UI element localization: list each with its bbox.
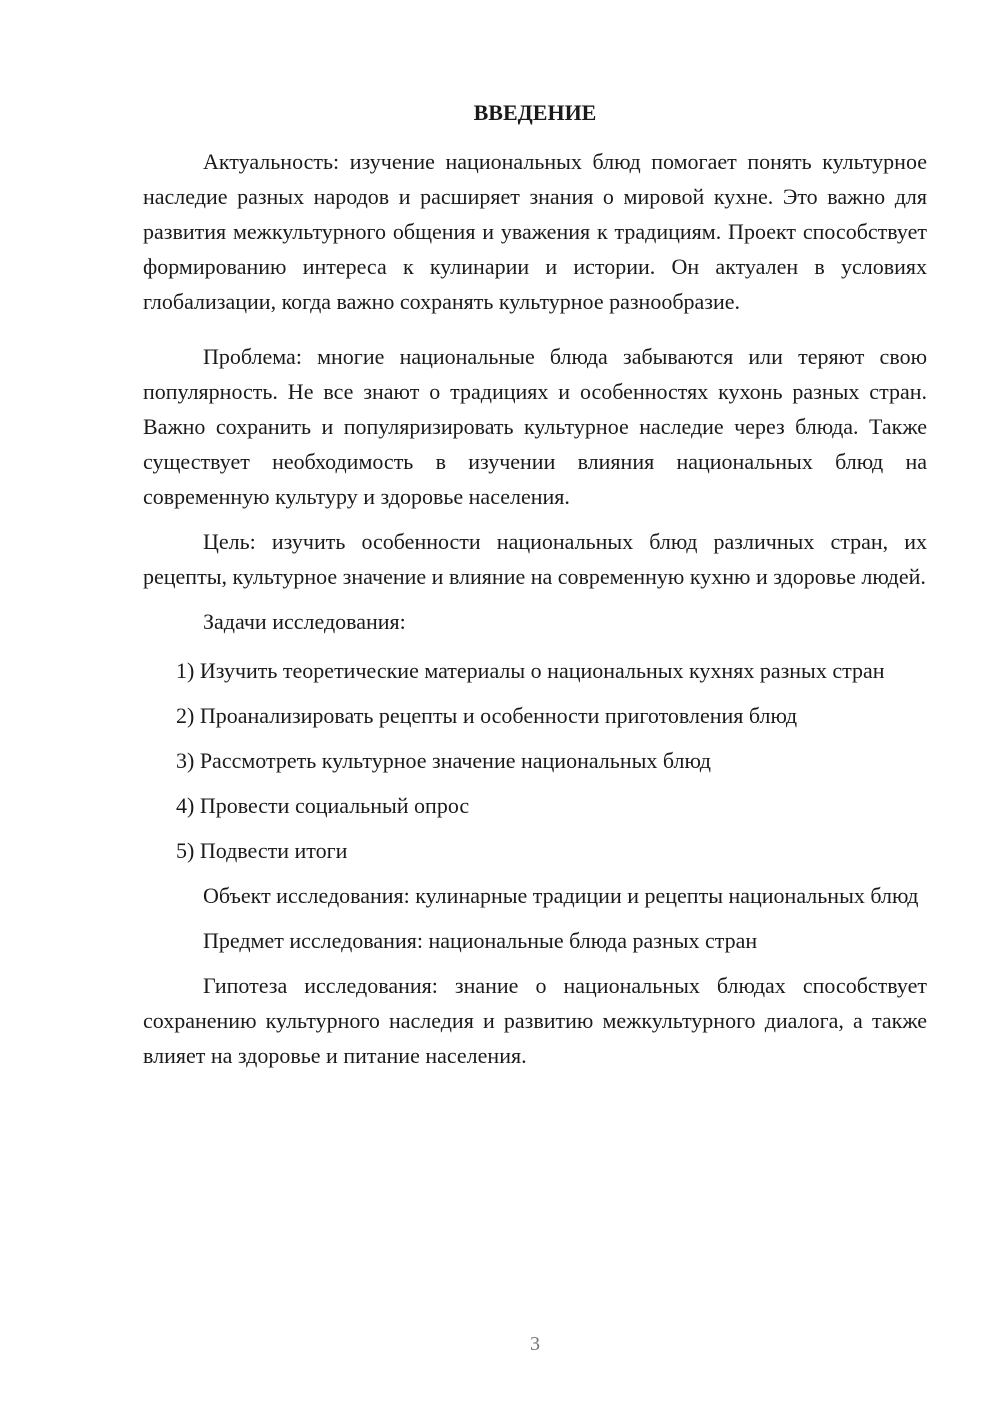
page-number: 3 <box>530 1333 540 1355</box>
paragraph-object: Объект исследования: кулинарные традиции и рецепты национальных блюд <box>203 883 919 908</box>
task-item-2: 2) Проанализировать рецепты и особенности приготовления блюд <box>176 703 798 728</box>
task-item-1: 1) Изучить теоретические материалы о национальных кухнях разных стран <box>176 658 885 683</box>
paragraph-hypothesis: Гипотеза исследования: знание о национальных блюдах способствует сохранению культурного наследия и развитию межкультурного диалога, а также влияет на здоровье и питание населения. <box>143 973 927 1068</box>
paragraph-subject: Предмет исследования: национальные блюда разных стран <box>203 928 758 953</box>
page-content <box>143 95 927 1083</box>
tasks-list <box>143 653 927 868</box>
task-item-3: 3) Рассмотреть культурное значение национальных блюд <box>176 748 712 773</box>
paragraph-relevance: Актуальность: изучение национальных блюд помогает понять культурное наследие разных народов и расширяет знания о мировой кухне. Это важно для развития межкультурного общения и уважения к традициям. Проект способствует формированию интереса к кулинарии и истории. Он актуален в условиях глобализации, когда важно сохранять культурное разнообразие. <box>143 149 927 314</box>
section-heading: ВВЕДЕНИЕ <box>473 100 597 125</box>
task-item-5: 5) Подвести итоги <box>176 838 348 863</box>
tasks-label: Задачи исследования: <box>203 609 406 634</box>
task-item-4: 4) Провести социальный опрос <box>176 793 470 818</box>
paragraph-goal: Цель: изучить особенности национальных блюд различных стран, их рецепты, культурное значение и влияние на современную кухню и здоровье людей. <box>143 529 927 589</box>
paragraph-problem: Проблема: многие национальные блюда забываются или теряют свою популярность. Не все знают о традициях и особенностях кухонь разных стран. Важно сохранить и популяризировать культурное наследие через блюда. Также существует необходимость в изучении влияния национальных блюд на современную культуру и здоровье населения. <box>143 344 927 509</box>
